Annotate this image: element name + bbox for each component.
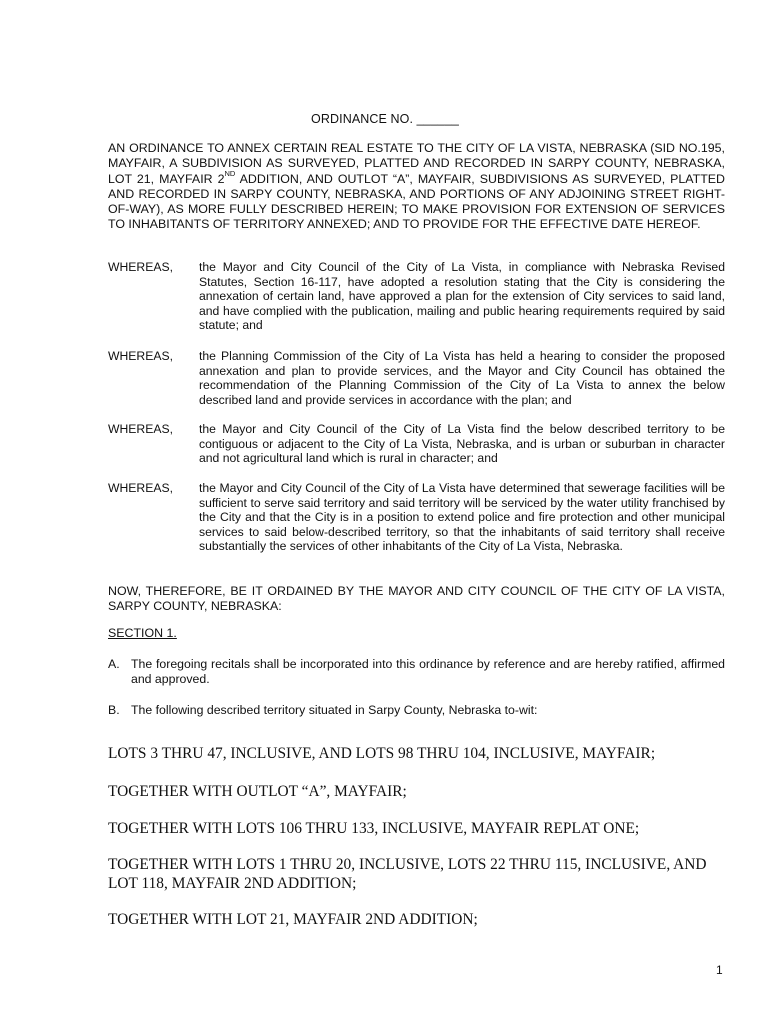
item-text: The foregoing recitals shall be incorporated into this ordinance by reference and are hereby ratified, affirmed and approved. [131,657,725,687]
section-item-b [108,703,725,718]
whereas-text: the Planning Commission of the City of La Vista has held a hearing to consider the proposed annexation and plan to provide services, and the Mayor and City Council has obtained the recommendation of the Planning Commission of the City of La Vista to annex the below described land and provide services in accordance with the plan; and [199,349,725,407]
whereas-label: WHEREAS, [108,422,174,436]
whereas-clause-2 [108,349,725,407]
whereas-label: WHEREAS, [108,481,174,495]
whereas-label: WHEREAS, [108,260,174,274]
item-text: The following described territory situated in Sarpy County, Nebraska to-wit: [131,703,538,717]
whereas-text: the Mayor and City Council of the City of La Vista find the below described territory to be contiguous or adjacent to the City of La Vista, Nebraska, and is urban or suburban in character and not agricultural land which is rural in character; and [199,422,725,466]
whereas-clause-1 [108,260,725,333]
whereas-clause-3 [108,422,725,466]
page-number: 1 [716,963,723,977]
whereas-text: the Mayor and City Council of the City of La Vista, in compliance with Nebraska Revised Statutes, Section 16-117, have adopted a resolution stating that the City is considering the annexation of certain land, have approved a plan for the extension of City services to said land, and have complied with the publication, mailing and public hearing requirements required by said statute; and [199,260,725,333]
ordinance-preamble [108,141,725,233]
section-item-a [108,657,725,687]
preamble-superscript: ND [224,169,236,179]
item-marker: A. [108,657,120,671]
ordaining-clause: NOW, THEREFORE, BE IT ORDAINED BY THE MAYOR AND CITY COUNCIL OF THE CITY OF LA VISTA, SARPY COUNTY, NEBRASKA: [108,584,725,614]
preamble-text-2: ADDITION, AND OUTLOT “A”, MAYFAIR, SUBDIVISIONS AS SURVEYED, PLATTED AND RECORDED IN SARPY COUNTY, NEBRASKA, AND PORTIONS OF ANY ADJOINING STREET RIGHT-OF-WAY), AS MORE FULLY DESCRIBED HEREIN; TO MAKE PROVISION FOR EXTENSION OF SERVICES TO INHABITANTS OF TERRITORY ANNEXED; AND TO PROVIDE FOR THE EFFECTIVE DATE HEREOF. [108,171,725,232]
legal-description-3: TOGETHER WITH LOTS 106 THRU 133, INCLUSIVE, MAYFAIR REPLAT ONE; [108,820,640,837]
section-heading: SECTION 1. [108,626,177,640]
legal-description-5: TOGETHER WITH LOT 21, MAYFAIR 2ND ADDITION; [108,911,478,928]
preamble-text-1: AN ORDINANCE TO ANNEX CERTAIN REAL ESTATE TO THE CITY OF LA VISTA, NEBRASKA (SID NO.195, MAYFAIR, A SUBDIVISION AS SURVEYED, PLATTED AND RECORDED IN SARPY COUNTY, NEBRASKA, LOT 21, MAYFAIR 2 [108,141,725,186]
item-marker: B. [108,703,120,717]
legal-description-1: LOTS 3 THRU 47, INCLUSIVE, AND LOTS 98 THRU 104, INCLUSIVE, MAYFAIR; [108,745,656,762]
whereas-clause-4 [108,481,725,554]
whereas-label: WHEREAS, [108,349,174,363]
ordinance-title: ORDINANCE NO. ______ [311,112,459,126]
whereas-text: the Mayor and City Council of the City of La Vista have determined that sewerage facilities will be sufficient to serve said territory and said territory will be serviced by the water utility franchised by the City and that the City is in a position to extend police and fire protection and other municipal services to said below-described territory, so that the inhabitants of said territory shall receive substantially the services of other inhabitants of the City of La Vista, Nebraska. [199,481,725,554]
legal-description-4: TOGETHER WITH LOTS 1 THRU 20, INCLUSIVE, LOTS 22 THRU 115, INCLUSIVE, AND LOT 118, MAYFAIR 2ND ADDITION; [108,856,707,892]
legal-description-2: TOGETHER WITH OUTLOT “A”, MAYFAIR; [108,783,407,800]
